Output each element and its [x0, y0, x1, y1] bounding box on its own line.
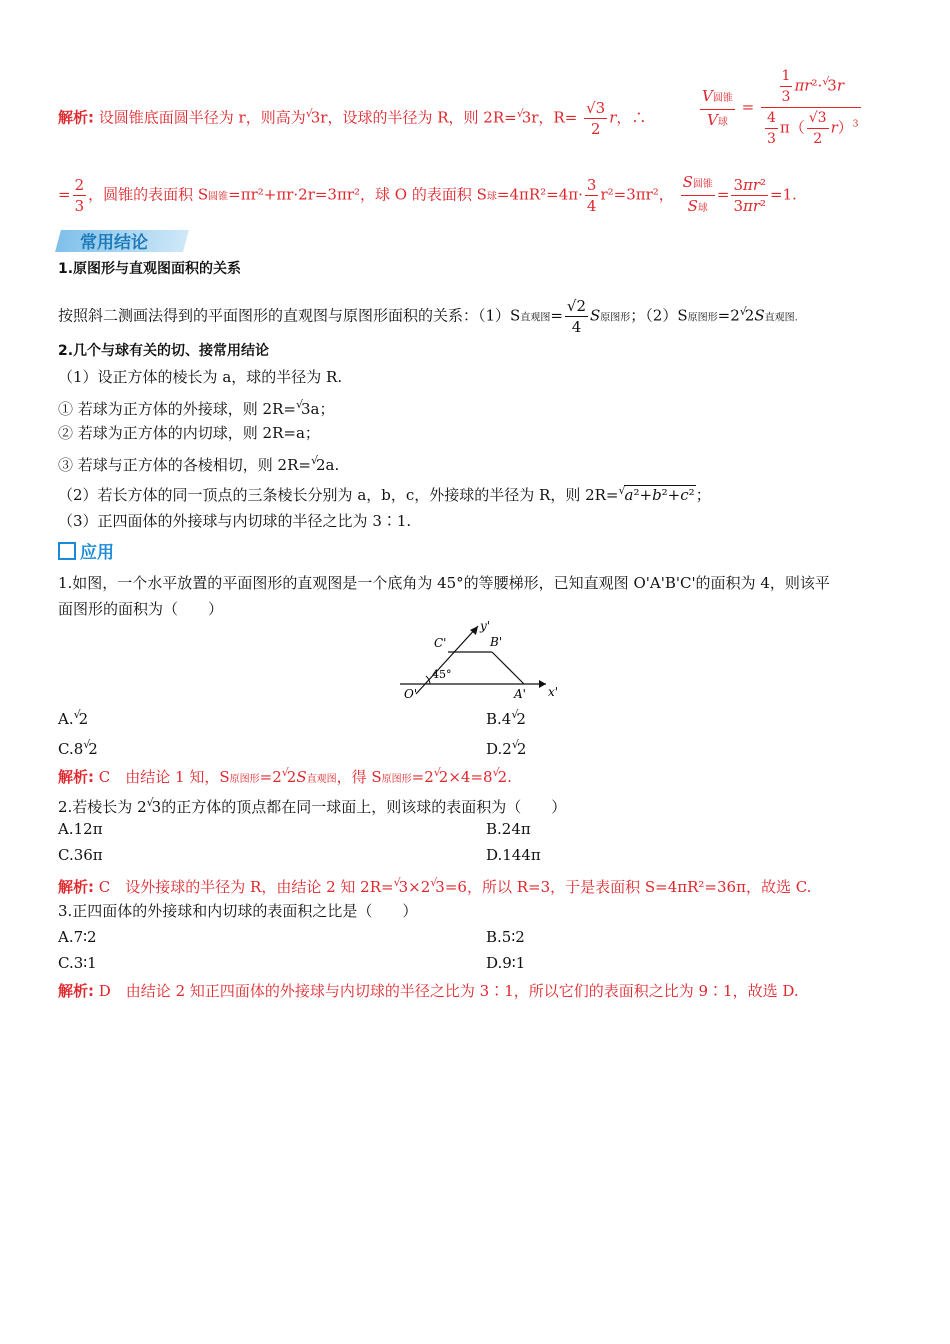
- volume-ratio: $\frac{\text{V圆锥}}{\text{V球}}$ = $\frac{1}{3}$ πr²·√3r $\frac{4}{3}$ π（ $\frac{√3}{2}$ r）$^3$: [702, 68, 859, 147]
- a2-label: 解析:: [58, 878, 94, 896]
- q3-answer: [58, 980, 799, 1002]
- item1-mid: ；（2）S: [630, 306, 688, 325]
- q2-option-B[interactable]: B.24π: [486, 820, 531, 838]
- q2-option-D[interactable]: D.144π: [486, 846, 541, 864]
- a2-mid: ×2: [408, 878, 431, 896]
- apply-title: 应用: [80, 543, 114, 563]
- q2-text: 2.若棱长为 2: [58, 798, 147, 816]
- q2-option-C[interactable]: C.36π: [58, 846, 103, 864]
- conclusion-item-2-title: 2.几个与球有关的切、接常用结论: [58, 343, 270, 359]
- q3-option-B[interactable]: B.5∶2: [486, 928, 525, 946]
- q2-line: 2.若棱长为 2√3的正方体的顶点都在同一球面上，则该球的表面积为（ ）: [58, 796, 567, 816]
- ball-sub: 球: [486, 191, 497, 203]
- solution-surface-eq: =πr²+πr·2r=3πr²，球 O 的表面积 S: [228, 185, 487, 204]
- a3-label: 解析:: [58, 982, 94, 1000]
- q1-line-1: 1.如图，一个水平放置的平面图形的直观图是一个底角为 45°的等腰梯形，已知直观图 O'A'B'C'的面积为 4，则该平: [58, 574, 830, 592]
- solution-line-1: 解析: 设圆锥底面圆半径为 r，则高为√3r，设球的半径为 R，则 2R=√3r，R= $\frac{√3}{2}$ r，∴: [58, 99, 647, 138]
- a1-eq2: =2: [411, 768, 434, 786]
- l4a: ③ 若球与正方体的各棱相切，则 2R=: [58, 456, 311, 474]
- apply-header: [58, 542, 114, 564]
- conclusion-line-2: ① 若球为正方体的外接球，则 2R=√3a；: [58, 398, 335, 418]
- q2-option-A[interactable]: A.12π: [58, 820, 103, 838]
- q1-B-val: 2: [516, 710, 526, 728]
- label-y: y': [480, 620, 491, 633]
- item1-text: 按照斜二测画法得到的平面图形的直观图与原图形面积的关系：（1）S: [58, 306, 521, 325]
- label-angle: 45°: [432, 668, 452, 681]
- trapezoid-figure: [396, 620, 566, 702]
- q1-A-val: 2: [78, 710, 89, 728]
- solution-line-2: = $\frac{2}{3}$ ，圆锥的表面积 S圆锥=πr²+πr·2r=3πr²，球 O 的表面积 S球=4πR²=4π· $\frac{3}{4}$ r²=3πr²， $\frac{\text{S圆锥}}{\text{S球}}$ = $\frac{\text{3πr²}}{\text{3πr²}}$ =1.: [58, 173, 797, 215]
- solution-ball-end: r²=3πr²，: [600, 185, 674, 204]
- conclusion-item-1-text: 按照斜二测画法得到的平面图形的直观图与原图形面积的关系：（1）S直观图= $\frac{√2}{4}$ S原图形；（2）S原图形=2√2S直观图.: [58, 297, 798, 336]
- q3-line: 3.正四面体的外接球和内切球的表面积之比是（ ）: [58, 902, 418, 920]
- a1-end: ×4=8: [448, 768, 493, 786]
- q2-tail: 的正方体的顶点都在同一球面上，则该球的表面积为（ ）: [161, 798, 567, 816]
- q1-option-A[interactable]: A.√2: [58, 708, 89, 728]
- label-O: O': [404, 687, 418, 701]
- q1-B-label: B.4: [486, 710, 512, 728]
- q3-option-D[interactable]: D.9∶1: [486, 954, 526, 972]
- a1-eq: =2: [259, 768, 282, 786]
- cone-sub: 圆锥: [208, 191, 229, 203]
- a2-end: =6，所以 R=3，于是表面积 S=4πR²=36π，故选 C.: [444, 878, 812, 896]
- q1-option-C[interactable]: C.8√2: [58, 738, 98, 758]
- l5b: ；: [695, 486, 711, 504]
- solution-ball-eq: =4πR²=4π·: [496, 185, 583, 204]
- a1-s2: 直观图: [306, 774, 337, 785]
- a2-text: C 设外接球的半径为 R，由结论 2 知 2R=: [98, 878, 394, 896]
- q1-C-val: 2: [88, 740, 98, 758]
- solution-text-r: 3r，R=: [521, 108, 578, 127]
- solution-label: 解析:: [58, 108, 94, 127]
- conclusion-line-5: （2）若长方体的同一顶点的三条棱长分别为 a，b，c，外接球的半径为 R，则 2R=√a²+b²+c²；: [58, 484, 711, 504]
- solution-text: 设圆锥底面圆半径为 r，则高为: [98, 108, 306, 127]
- label-B: B': [490, 635, 503, 649]
- a1-label: 解析:: [58, 768, 94, 786]
- q1-C-label: C.8: [58, 740, 84, 758]
- label-A: A': [514, 687, 526, 701]
- l2a: ① 若球为正方体的外接球，则 2R=: [58, 400, 296, 418]
- conclusion-line-3: ② 若球为正方体的内切球，则 2R=a；: [58, 424, 320, 442]
- q1-option-B[interactable]: B.4√2: [486, 708, 526, 728]
- label-x: x': [548, 685, 559, 699]
- conclusion-line-1: （1）设正方体的棱长为 a，球的半径为 R.: [58, 368, 343, 386]
- a3-text: D 由结论 2 知正四面体的外接球与内切球的半径之比为 3∶1，所以它们的表面积之比为 9∶1，故选 D.: [98, 982, 799, 1000]
- item1-sub4: 直观图.: [764, 312, 798, 324]
- q1-D-val: 2: [516, 740, 527, 758]
- a1-s1: 原图形: [229, 774, 260, 785]
- conclusion-item-1-title: 1.原图形与直观图面积的关系: [58, 261, 242, 277]
- q1-answer: 解析: C 由结论 1 知，S原图形=2√2S直观图，得 S原图形=2√2×4=8√2.: [58, 766, 512, 786]
- q1-option-D[interactable]: D.2√2: [486, 738, 527, 758]
- q3-option-C[interactable]: C.3∶1: [58, 954, 97, 972]
- a1-get: ，得 S: [336, 768, 382, 786]
- solution-surface-text: ，圆锥的表面积 S: [88, 185, 209, 204]
- trapezoid-right: [492, 652, 524, 684]
- section-title: 常用结论: [80, 233, 148, 253]
- label-C: C': [434, 636, 447, 650]
- conclusion-line-4: ③ 若球与正方体的各棱相切，则 2R=√2a.: [58, 454, 340, 474]
- solution-final: =1.: [770, 185, 797, 204]
- x-arrow: [539, 680, 546, 688]
- q2-answer: 解析: C 设外接球的半径为 R，由结论 2 知 2R=√3×2√3=6，所以 R=3，于是表面积 S=4πR²=36π，故选 C.: [58, 876, 812, 896]
- apply-icon: [58, 542, 76, 560]
- l5a: （2）若长方体的同一顶点的三条棱长分别为 a，b，c，外接球的半径为 R，则 2R=: [58, 486, 619, 504]
- eq-sign: =: [58, 185, 71, 204]
- q1-line-2: 面图形的面积为（ ）: [58, 600, 224, 618]
- l4b: 2a.: [315, 456, 340, 474]
- a1-s3: 原图形: [381, 774, 412, 785]
- therefore: ，∴: [616, 108, 647, 127]
- conclusion-line-6: （3）正四面体的外接球与内切球的半径之比为 3∶1.: [58, 512, 412, 530]
- item1-eq2: =2: [717, 306, 740, 325]
- q1-A-label: A.: [58, 710, 74, 728]
- fraction-R: $\frac{√3}{2}$: [586, 99, 606, 138]
- a1-dot: 2.: [497, 768, 512, 786]
- solution-text-h: 3r，设球的半径为 R，则 2R=: [310, 108, 517, 127]
- item1-sub2: 原图形: [600, 312, 631, 324]
- q3-option-A[interactable]: A.7∶2: [58, 928, 97, 946]
- a1-text: C 由结论 1 知，S: [98, 768, 230, 786]
- item1-sub3: 原图形: [687, 312, 718, 324]
- q1-D-label: D.2: [486, 740, 512, 758]
- l2b: 3a；: [300, 400, 335, 418]
- item1-sub1: 直观图: [520, 312, 551, 324]
